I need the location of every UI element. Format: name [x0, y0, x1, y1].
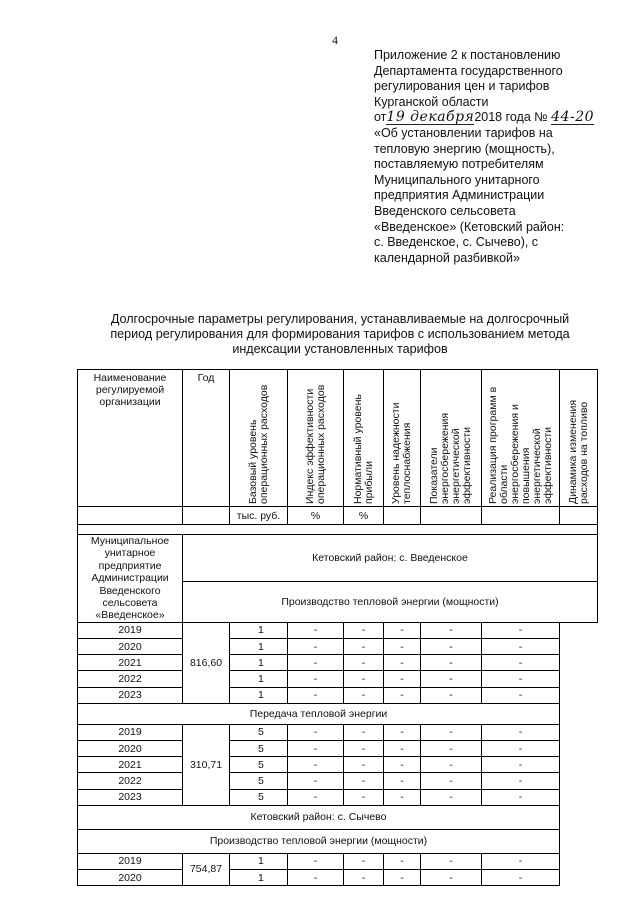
group-production-vvedenskoe — [78, 622, 598, 703]
appendix-line: с. Введенское, с. Сычево), с — [374, 235, 539, 250]
appendix-line: Департамента государственного — [374, 63, 563, 78]
dash-cell: - — [344, 671, 384, 687]
units-empty — [560, 507, 598, 525]
header-energy-text: Показатели энергосбережения энергетической эффективности — [428, 412, 473, 504]
header-reliability-text: Уровень надежности теплоснабжения — [390, 402, 413, 504]
dash-cell: - — [344, 789, 384, 805]
spacer-row — [78, 525, 598, 535]
dash-cell: - — [384, 740, 421, 756]
table-row — [78, 853, 598, 869]
appendix-line: поставляемую потребителям — [374, 157, 544, 172]
year-cell: 2023 — [78, 789, 183, 805]
dash-cell: - — [288, 740, 344, 756]
dash-cell: - — [482, 687, 560, 703]
document-title — [70, 312, 610, 358]
appendix-line: предприятия Администрации — [374, 188, 545, 203]
spacer-cell — [78, 525, 598, 535]
year-cell: 2020 — [78, 639, 183, 655]
dash-cell: - — [288, 687, 344, 703]
dash-cell: - — [288, 622, 344, 638]
dash-cell: - — [482, 671, 560, 687]
year-cell: 2023 — [78, 687, 183, 703]
year-cell: 2019 — [78, 622, 183, 638]
dash-cell: - — [288, 773, 344, 789]
appendix-date-line — [374, 110, 636, 126]
table-row — [78, 757, 598, 773]
dash-cell: - — [482, 773, 560, 789]
table-row — [78, 789, 598, 805]
year-cell: 2022 — [78, 671, 183, 687]
dash-cell: - — [384, 789, 421, 805]
dash-cell: - — [288, 671, 344, 687]
dash-cell: - — [288, 639, 344, 655]
index-cell: 1 — [230, 853, 288, 869]
group-transfer-vvedenskoe — [78, 724, 598, 805]
index-cell: 5 — [230, 773, 288, 789]
index-cell: 5 — [230, 724, 288, 740]
unit-index: % — [288, 507, 344, 525]
base-cost-cell: 754,87 — [183, 853, 230, 885]
date-suffix: 2018 года № — [474, 110, 548, 125]
header-base — [230, 370, 288, 507]
units-empty — [421, 507, 482, 525]
dash-cell: - — [482, 789, 560, 805]
dash-cell: - — [384, 639, 421, 655]
dash-cell: - — [421, 740, 482, 756]
dash-cell: - — [288, 655, 344, 671]
header-year: Год — [183, 370, 230, 507]
header-program-text: Реализация программ в области энергосбережения и повышения энергетической эффективности — [486, 386, 554, 504]
units-empty — [183, 507, 230, 525]
dash-cell: - — [384, 757, 421, 773]
dash-cell: - — [344, 655, 384, 671]
title-line: Долгосрочные параметры регулирования, устанавливаемые на долгосрочный — [110, 312, 570, 326]
table-row — [78, 622, 598, 638]
index-cell: 1 — [230, 622, 288, 638]
header-org: Наименование регулируемой организации — [78, 370, 183, 507]
year-cell: 2020 — [78, 869, 183, 885]
table-row — [78, 773, 598, 789]
dash-cell: - — [344, 724, 384, 740]
index-cell: 1 — [230, 639, 288, 655]
header-fuel-text: Динамика изменения расходов на топливо — [566, 399, 590, 504]
table-row — [78, 724, 598, 740]
dash-cell: - — [421, 671, 482, 687]
dash-cell: - — [482, 740, 560, 756]
dash-cell: - — [482, 639, 560, 655]
dash-cell: - — [344, 639, 384, 655]
year-cell: 2022 — [78, 773, 183, 789]
dash-cell: - — [421, 869, 482, 885]
dash-cell: - — [482, 853, 560, 869]
unit-profit: % — [344, 507, 384, 525]
organization-cell: Муниципальное унитарное предприятие Администрации Введенского сельсовета «Введенское» — [78, 535, 183, 623]
dash-cell: - — [421, 789, 482, 805]
header-fuel — [560, 370, 598, 507]
dash-cell: - — [482, 655, 560, 671]
title-line: период регулирования для формирования тарифов с использованием метода — [110, 327, 570, 342]
dash-cell: - — [344, 757, 384, 773]
appendix-line: Муниципального унитарного — [374, 172, 540, 187]
header-reliability — [384, 370, 421, 507]
index-cell: 1 — [230, 869, 288, 885]
year-cell: 2019 — [78, 724, 183, 740]
dash-cell: - — [384, 687, 421, 703]
units-row — [78, 507, 598, 525]
group-production-sychevo — [78, 853, 598, 885]
header-index-text: Индекс эффективности операционных расходов — [303, 384, 327, 504]
dash-cell: - — [288, 724, 344, 740]
dash-cell: - — [482, 622, 560, 638]
handwritten-date: 19 декабря — [386, 109, 475, 126]
unit-base: тыс. руб. — [230, 507, 288, 525]
dash-cell: - — [384, 655, 421, 671]
year-cell: 2021 — [78, 655, 183, 671]
table-row — [78, 740, 598, 756]
production-label: Производство тепловой энергии (мощности) — [183, 581, 598, 622]
header-base-text: Базовый уровень операционных расходов — [246, 384, 270, 504]
index-cell: 1 — [230, 655, 288, 671]
year-cell: 2021 — [78, 757, 183, 773]
dash-cell: - — [384, 671, 421, 687]
dash-cell: - — [288, 789, 344, 805]
subsection-row — [78, 829, 598, 853]
location-row — [78, 535, 598, 582]
appendix-line: календарной разбивкой» — [374, 250, 520, 265]
index-cell: 5 — [230, 757, 288, 773]
index-cell: 1 — [230, 687, 288, 703]
dash-cell: - — [344, 687, 384, 703]
dash-cell: - — [344, 853, 384, 869]
header-energy — [421, 370, 482, 507]
parameters-table — [77, 369, 598, 886]
appendix-block — [374, 48, 636, 266]
header-profit — [344, 370, 384, 507]
dash-cell: - — [482, 724, 560, 740]
base-cost-cell: 816,60 — [183, 622, 230, 703]
appendix-line: «Введенское» (Кетовский район: — [374, 219, 565, 234]
dash-cell: - — [421, 757, 482, 773]
header-profit-text: Нормативный уровень прибыли — [351, 394, 375, 504]
table-row — [78, 869, 598, 885]
table-row — [78, 655, 598, 671]
dash-cell: - — [344, 869, 384, 885]
date-prefix: от — [374, 110, 387, 125]
dash-cell: - — [288, 757, 344, 773]
dash-cell: - — [421, 853, 482, 869]
dash-cell: - — [384, 622, 421, 638]
transfer-label: Передача тепловой энергии — [78, 703, 560, 724]
dash-cell: - — [482, 869, 560, 885]
dash-cell: - — [344, 740, 384, 756]
page-number: 4 — [332, 33, 338, 47]
appendix-line: «Об установлении тарифов на — [374, 125, 553, 140]
subsection-row — [78, 703, 598, 724]
dash-cell: - — [384, 853, 421, 869]
appendix-line: Приложение 2 к постановлению — [374, 48, 561, 62]
dash-cell: - — [344, 622, 384, 638]
appendix-line: регулирования цен и тарифов — [374, 79, 550, 94]
table-row — [78, 687, 598, 703]
dash-cell: - — [421, 655, 482, 671]
dash-cell: - — [288, 869, 344, 885]
dash-cell: - — [384, 724, 421, 740]
index-cell: 5 — [230, 789, 288, 805]
header-index — [288, 370, 344, 507]
index-cell: 5 — [230, 740, 288, 756]
units-empty — [384, 507, 421, 525]
dash-cell: - — [482, 757, 560, 773]
appendix-line: Введенского сельсовета — [374, 203, 516, 218]
production-label: Производство тепловой энергии (мощности) — [78, 829, 560, 853]
table-row — [78, 639, 598, 655]
location-row — [78, 805, 598, 829]
dash-cell: - — [384, 773, 421, 789]
dash-cell: - — [384, 869, 421, 885]
appendix-line: Курганской области — [374, 94, 489, 109]
dash-cell: - — [421, 724, 482, 740]
handwritten-number: 44-20 — [551, 109, 595, 126]
table-row — [78, 671, 598, 687]
dash-cell: - — [288, 853, 344, 869]
units-empty — [482, 507, 560, 525]
header-program — [482, 370, 560, 507]
dash-cell: - — [344, 773, 384, 789]
year-cell: 2019 — [78, 853, 183, 869]
location-label: Кетовский район: с. Сычево — [78, 805, 560, 829]
index-cell: 1 — [230, 671, 288, 687]
units-empty — [78, 507, 183, 525]
dash-cell: - — [421, 687, 482, 703]
dash-cell: - — [421, 639, 482, 655]
appendix-line: тепловую энергию (мощность), — [374, 141, 555, 156]
year-cell: 2020 — [78, 740, 183, 756]
location-label: Кетовский район: с. Введенское — [183, 535, 598, 582]
base-cost-cell: 310,71 — [183, 724, 230, 805]
dash-cell: - — [421, 622, 482, 638]
title-line: индексации установленных тарифов — [232, 342, 448, 357]
header-row — [78, 370, 598, 507]
dash-cell: - — [421, 773, 482, 789]
